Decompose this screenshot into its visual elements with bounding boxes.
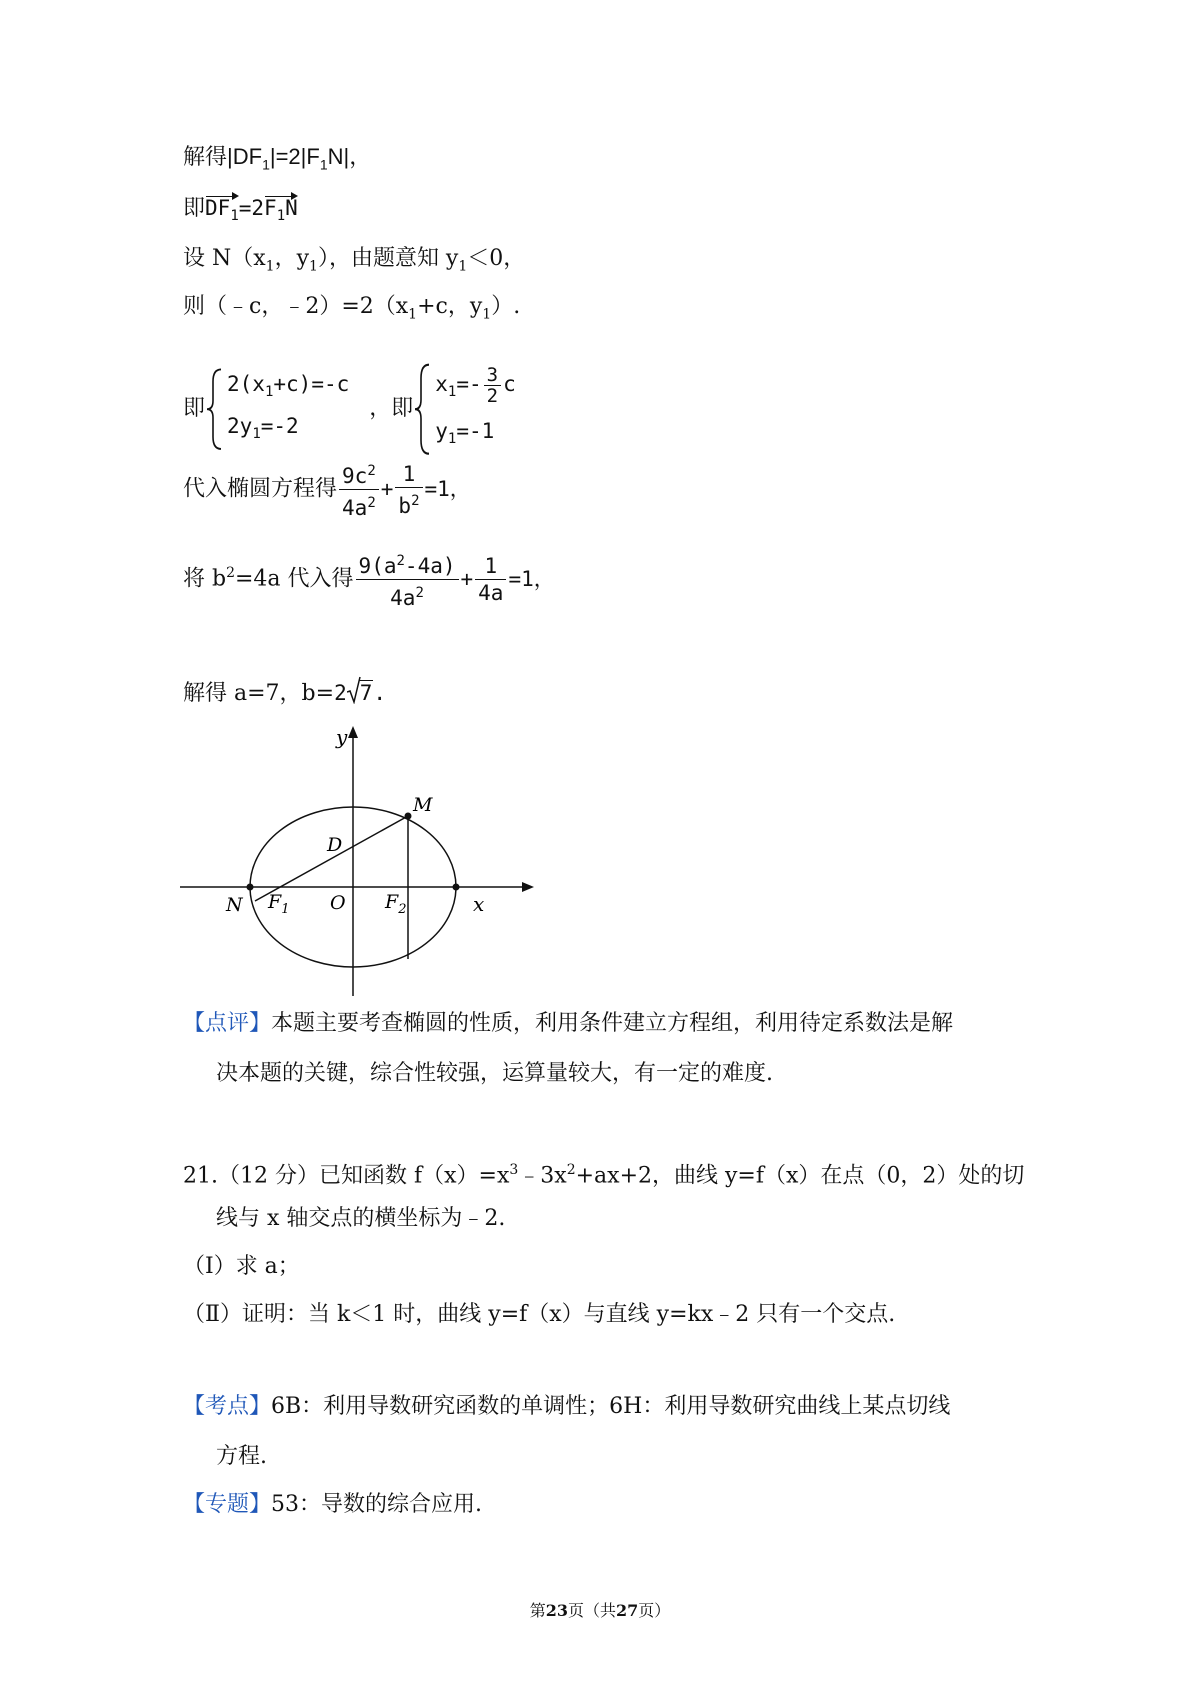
question-21-part-1: [183, 1252, 300, 1282]
text: 设 N（x: [183, 246, 266, 271]
point-left-vertex: [247, 884, 254, 891]
text: 9c: [342, 464, 368, 488]
text-line-2: [183, 193, 298, 231]
text: 53：导数的综合应用.: [271, 1492, 483, 1517]
numerator: 1: [395, 461, 422, 488]
fraction: [356, 548, 459, 611]
text: 2: [334, 681, 347, 705]
system-row: [227, 409, 349, 451]
text: DF: [205, 196, 231, 220]
subscript: 2: [398, 902, 407, 917]
superscript: 2: [226, 565, 235, 582]
subscript: 1: [309, 258, 318, 275]
superscript: 2: [396, 553, 405, 569]
kaodian-tag: 【考点】: [183, 1394, 272, 1419]
superscript: 2: [367, 463, 376, 479]
denominator: 4a: [478, 581, 504, 605]
equation-systems: [183, 362, 516, 456]
text-line-4: [183, 292, 520, 329]
question-21-line-1: [183, 1155, 1024, 1191]
text: 2(x: [227, 372, 265, 396]
math: [337, 461, 471, 520]
text: ），由题意知 y: [317, 246, 459, 271]
text: y: [435, 419, 448, 444]
numerator: 3: [484, 365, 501, 386]
math: [354, 553, 555, 610]
text: =2: [238, 196, 265, 220]
text: F: [385, 891, 399, 913]
text: 9(a: [358, 554, 397, 578]
denominator: [339, 490, 379, 521]
vector-equation: [205, 196, 298, 225]
text: =1，: [508, 566, 555, 591]
label-m: M: [413, 794, 433, 816]
text: -4a): [404, 554, 456, 578]
text-line-8: [183, 678, 386, 709]
text: +c)=-c: [273, 372, 350, 396]
text: b: [398, 493, 412, 518]
zhuanti-tag: 【专题】: [183, 1492, 272, 1517]
denominator: [356, 580, 459, 611]
label-y: y: [336, 725, 348, 749]
text: =-2: [260, 414, 299, 439]
vector-f1n: [264, 193, 298, 231]
label-d: D: [327, 834, 343, 856]
superscript: 2: [411, 492, 420, 509]
label-x: x: [473, 892, 485, 916]
equation-system-2: [413, 362, 516, 456]
text: |=2|F: [269, 144, 320, 169]
subscript: 1: [447, 384, 457, 401]
point-right-vertex: [453, 884, 460, 891]
denominator: 2: [486, 384, 499, 407]
total-pages: 27: [616, 1601, 639, 1620]
subscript: 1: [447, 431, 457, 448]
superscript: 3: [509, 1162, 519, 1178]
text-line-3: [183, 244, 525, 281]
text: 21.（12 分）已知函数 f（x）=x: [183, 1163, 510, 1189]
system-row: [227, 367, 349, 409]
sqrt-icon: [347, 678, 374, 708]
text: 第: [529, 1601, 546, 1620]
text: ）.: [491, 294, 521, 319]
text: |DF: [227, 144, 263, 169]
text: （Ⅰ）求 a；: [183, 1254, 300, 1279]
text-line-1: [183, 142, 371, 179]
text: ，即: [369, 396, 414, 422]
text: 将 b: [183, 566, 227, 592]
system-row: [435, 362, 516, 414]
numerator: [339, 458, 379, 490]
comment-tag: 【点评】: [183, 1011, 272, 1036]
question-21-line-2: [216, 1204, 505, 1234]
text: 6B：利用导数研究函数的单调性；6H：利用导数研究曲线上某点切线: [271, 1394, 951, 1419]
numerator: [356, 548, 459, 580]
text: =1，: [424, 476, 471, 501]
text: （Ⅱ）证明：当 k＜1 时，曲线 y=f（x）与直线 y=kx﹣2 只有一个交点.: [183, 1302, 896, 1327]
text: 4a: [342, 496, 368, 520]
text: 即: [183, 396, 206, 422]
text: .: [373, 681, 387, 705]
denominator: [395, 488, 422, 519]
text: =4a 代入得: [235, 566, 354, 592]
subscript: 1: [252, 426, 261, 443]
question-21-part-2: [183, 1300, 895, 1330]
text: F: [268, 891, 282, 913]
label-o: O: [330, 892, 346, 914]
text: c: [503, 372, 516, 396]
page-number: 23: [545, 1601, 568, 1620]
line-nm: [255, 816, 408, 901]
comment-line-1: [183, 1009, 953, 1039]
superscript: 2: [415, 585, 424, 601]
brace-icon: [413, 362, 433, 456]
point-m: [405, 813, 412, 820]
text: N: [285, 196, 298, 220]
superscript: 2: [367, 495, 376, 511]
subscript: 1: [264, 384, 274, 401]
equation-system-1: [205, 367, 349, 451]
text: 方程.: [216, 1444, 267, 1469]
text: 即: [183, 196, 206, 221]
text: 则（﹣c，﹣2）=2（x: [183, 294, 409, 319]
ellipse-figure: [180, 718, 540, 1003]
math: [227, 144, 372, 173]
subscript: 1: [458, 258, 468, 275]
text-line-7: [183, 548, 555, 611]
text: 决本题的关键，综合性较强，运算量较大，有一定的难度.: [216, 1061, 773, 1086]
kaodian-line-1: [183, 1392, 950, 1422]
text: F: [264, 196, 277, 220]
superscript: 2: [566, 1162, 576, 1178]
page-footer: [0, 1598, 1200, 1621]
text: +c，y: [417, 294, 483, 319]
vector-df1: [205, 193, 239, 231]
text: 页）: [638, 1601, 671, 1620]
radical-sign-icon: [347, 676, 361, 704]
text: 代入椭圆方程得: [183, 476, 338, 502]
brace-icon: [205, 367, 225, 451]
subscript: 1: [265, 258, 275, 275]
text: +: [460, 566, 474, 591]
subscript: 1: [482, 306, 492, 323]
text: 页（共: [567, 1601, 616, 1620]
text: 线与 x 轴交点的横坐标为﹣2.: [216, 1206, 506, 1231]
fraction: [395, 461, 422, 519]
math: [334, 681, 386, 705]
subscript: 1: [319, 156, 328, 173]
zhuanti-line: [183, 1490, 482, 1520]
text: ，y: [274, 246, 310, 271]
text: 解得 a=7，b=: [183, 681, 335, 706]
subscript: 1: [230, 208, 239, 225]
fraction: [475, 553, 506, 606]
subscript: 1: [408, 306, 418, 323]
y-axis-arrow-icon: [348, 726, 358, 738]
text: x: [435, 372, 448, 396]
text: +ax+2，曲线 y=f（x）在点（0，2）处的切: [575, 1163, 1025, 1189]
text: N|，: [327, 144, 372, 169]
label-f2: [384, 891, 406, 917]
text: =-: [456, 372, 482, 396]
label-n: N: [226, 894, 243, 916]
subscript: 1: [281, 902, 290, 917]
subscript: 1: [262, 156, 270, 173]
label-f1: [267, 891, 289, 917]
text: 7: [359, 681, 373, 705]
x-axis-arrow-icon: [522, 882, 534, 892]
text: ﹣3x: [518, 1163, 567, 1189]
text: +: [380, 476, 394, 501]
system-row: [435, 414, 516, 456]
text-line-6: [183, 458, 471, 521]
subscript: 1: [276, 208, 286, 225]
fraction: [484, 365, 501, 406]
text: 4a: [390, 586, 416, 610]
text: 2y: [227, 414, 253, 439]
text: 解得: [183, 145, 228, 170]
text: 本题主要考查椭圆的性质，利用条件建立方程组，利用待定系数法是解: [271, 1011, 954, 1036]
comment-line-2: [216, 1059, 773, 1089]
text: =-1: [456, 419, 495, 444]
text: ＜0，: [467, 246, 526, 271]
kaodian-line-2: [216, 1442, 267, 1472]
fraction: [339, 458, 379, 521]
numerator: 1: [475, 553, 506, 580]
